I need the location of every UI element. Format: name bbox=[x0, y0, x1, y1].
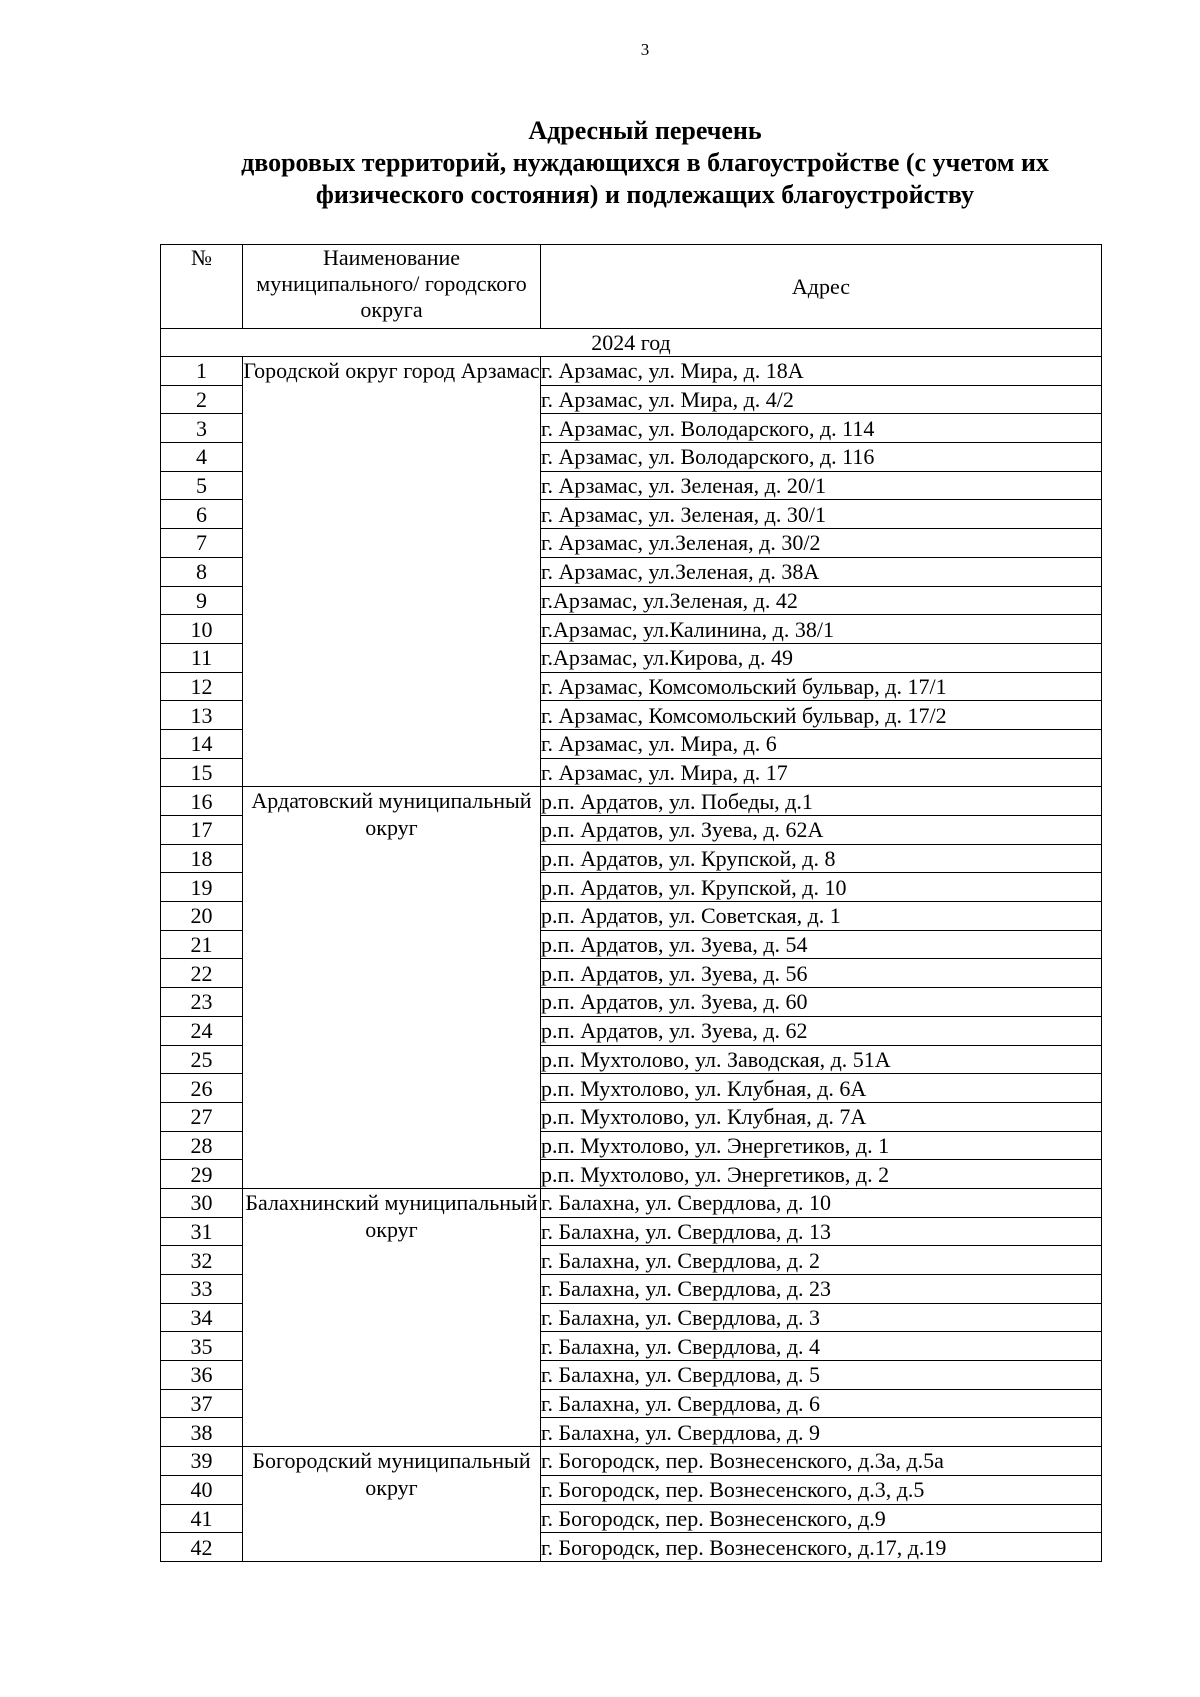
table-row bbox=[161, 787, 1102, 816]
title-line-1: Адресный перечень bbox=[528, 116, 762, 145]
row-number: 17 bbox=[161, 816, 243, 845]
row-address: г. Богородск, пер. Вознесенского, д.3, д.5 bbox=[541, 1475, 1102, 1504]
district-name: Ардатовский муниципальный округ bbox=[243, 787, 541, 1189]
row-number: 19 bbox=[161, 873, 243, 902]
row-number: 20 bbox=[161, 902, 243, 931]
row-address: г. Арзамас, ул. Володарского, д. 116 bbox=[541, 443, 1102, 472]
row-address: р.п. Мухтолово, ул. Энергетиков, д. 2 bbox=[541, 1160, 1102, 1189]
row-number: 33 bbox=[161, 1275, 243, 1304]
row-number: 10 bbox=[161, 615, 243, 644]
row-number: 32 bbox=[161, 1246, 243, 1275]
row-number: 5 bbox=[161, 471, 243, 500]
row-address: г. Арзамас, ул. Мира, д. 4/2 bbox=[541, 385, 1102, 414]
row-number: 15 bbox=[161, 758, 243, 787]
row-address: г. Арзамас, ул. Мира, д. 17 bbox=[541, 758, 1102, 787]
row-address: г. Арзамас, ул.Зеленая, д. 38А bbox=[541, 557, 1102, 586]
district-name: Богородский муниципальный округ bbox=[243, 1447, 541, 1562]
row-address: г. Арзамас, ул. Мира, д. 18А bbox=[541, 357, 1102, 386]
title-line-3: физического состояния) и подлежащих благоустройству bbox=[315, 180, 975, 209]
row-address: г. Богородск, пер. Вознесенского, д.17, д.19 bbox=[541, 1533, 1102, 1562]
row-address: г. Арзамас, ул. Мира, д. 6 bbox=[541, 729, 1102, 758]
row-number: 25 bbox=[161, 1045, 243, 1074]
row-number: 1 bbox=[161, 357, 243, 386]
row-number: 38 bbox=[161, 1418, 243, 1447]
row-address: р.п. Ардатов, ул. Зуева, д. 56 bbox=[541, 959, 1102, 988]
row-number: 13 bbox=[161, 701, 243, 730]
row-address: р.п. Мухтолово, ул. Клубная, д. 7А bbox=[541, 1102, 1102, 1131]
row-address: р.п. Мухтолово, ул. Заводская, д. 51А bbox=[541, 1045, 1102, 1074]
row-address: г. Арзамас, Комсомольский бульвар, д. 17/1 bbox=[541, 672, 1102, 701]
row-address: р.п. Мухтолово, ул. Клубная, д. 6А bbox=[541, 1074, 1102, 1103]
row-number: 41 bbox=[161, 1504, 243, 1533]
row-number: 18 bbox=[161, 844, 243, 873]
table-header-row bbox=[161, 245, 1102, 329]
row-number: 22 bbox=[161, 959, 243, 988]
row-address: г. Богородск, пер. Вознесенского, д.9 bbox=[541, 1504, 1102, 1533]
row-address: г. Балахна, ул. Свердлова, д. 10 bbox=[541, 1188, 1102, 1217]
row-number: 29 bbox=[161, 1160, 243, 1189]
document-title bbox=[160, 115, 1130, 211]
row-address: г.Арзамас, ул.Зеленая, д. 42 bbox=[541, 586, 1102, 615]
header-number: № bbox=[161, 245, 243, 329]
row-address: г. Арзамас, ул. Володарского, д. 114 bbox=[541, 414, 1102, 443]
row-number: 7 bbox=[161, 529, 243, 558]
table-row bbox=[161, 1447, 1102, 1476]
row-number: 35 bbox=[161, 1332, 243, 1361]
row-number: 6 bbox=[161, 500, 243, 529]
row-number: 8 bbox=[161, 557, 243, 586]
row-address: г. Балахна, ул. Свердлова, д. 6 bbox=[541, 1389, 1102, 1418]
row-number: 26 bbox=[161, 1074, 243, 1103]
header-district: Наименование муниципального/ городского округа bbox=[243, 245, 541, 329]
row-number: 27 bbox=[161, 1102, 243, 1131]
row-address: г. Балахна, ул. Свердлова, д. 4 bbox=[541, 1332, 1102, 1361]
row-address: г.Арзамас, ул.Кирова, д. 49 bbox=[541, 643, 1102, 672]
row-number: 39 bbox=[161, 1447, 243, 1476]
row-number: 42 bbox=[161, 1533, 243, 1562]
row-number: 9 bbox=[161, 586, 243, 615]
row-number: 30 bbox=[161, 1188, 243, 1217]
row-address: г.Арзамас, ул.Калинина, д. 38/1 bbox=[541, 615, 1102, 644]
row-address: р.п. Ардатов, ул. Крупской, д. 10 bbox=[541, 873, 1102, 902]
row-address: р.п. Ардатов, ул. Советская, д. 1 bbox=[541, 902, 1102, 931]
row-address: г. Балахна, ул. Свердлова, д. 2 bbox=[541, 1246, 1102, 1275]
row-address: г. Балахна, ул. Свердлова, д. 5 bbox=[541, 1361, 1102, 1390]
row-number: 28 bbox=[161, 1131, 243, 1160]
row-address: р.п. Ардатов, ул. Зуева, д. 62А bbox=[541, 816, 1102, 845]
row-number: 4 bbox=[161, 443, 243, 472]
row-number: 34 bbox=[161, 1303, 243, 1332]
year-row bbox=[161, 329, 1102, 357]
row-number: 36 bbox=[161, 1361, 243, 1390]
row-address: р.п. Ардатов, ул. Зуева, д. 60 bbox=[541, 988, 1102, 1017]
title-line-2: дворовых территорий, нуждающихся в благоустройстве (с учетом их bbox=[241, 148, 1049, 177]
address-table bbox=[160, 244, 1102, 1562]
table-row bbox=[161, 1188, 1102, 1217]
row-address: г. Балахна, ул. Свердлова, д. 3 bbox=[541, 1303, 1102, 1332]
district-name: Городской округ город Арзамас bbox=[243, 357, 541, 787]
table-row bbox=[161, 357, 1102, 386]
row-address: г. Балахна, ул. Свердлова, д. 9 bbox=[541, 1418, 1102, 1447]
row-number: 16 bbox=[161, 787, 243, 816]
row-address: г. Арзамас, Комсомольский бульвар, д. 17/2 bbox=[541, 701, 1102, 730]
row-address: р.п. Ардатов, ул. Зуева, д. 62 bbox=[541, 1016, 1102, 1045]
row-number: 37 bbox=[161, 1389, 243, 1418]
row-address: р.п. Ардатов, ул. Победы, д.1 bbox=[541, 787, 1102, 816]
district-name: Балахнинский муниципальный округ bbox=[243, 1188, 541, 1446]
row-number: 11 bbox=[161, 643, 243, 672]
row-address: г. Балахна, ул. Свердлова, д. 23 bbox=[541, 1275, 1102, 1304]
row-number: 12 bbox=[161, 672, 243, 701]
row-address: г. Арзамас, ул.Зеленая, д. 30/2 bbox=[541, 529, 1102, 558]
row-address: г. Богородск, пер. Вознесенского, д.3а, д.5а bbox=[541, 1447, 1102, 1476]
row-number: 23 bbox=[161, 988, 243, 1017]
row-number: 21 bbox=[161, 930, 243, 959]
page-number: 3 bbox=[640, 40, 650, 59]
row-number: 31 bbox=[161, 1217, 243, 1246]
row-number: 2 bbox=[161, 385, 243, 414]
row-number: 14 bbox=[161, 729, 243, 758]
year-label: 2024 год bbox=[161, 329, 1102, 357]
row-address: г. Арзамас, ул. Зеленая, д. 30/1 bbox=[541, 500, 1102, 529]
row-number: 40 bbox=[161, 1475, 243, 1504]
row-address: р.п. Ардатов, ул. Зуева, д. 54 bbox=[541, 930, 1102, 959]
row-address: г. Арзамас, ул. Зеленая, д. 20/1 bbox=[541, 471, 1102, 500]
header-address: Адрес bbox=[541, 245, 1102, 329]
row-address: р.п. Ардатов, ул. Крупской, д. 8 bbox=[541, 844, 1102, 873]
row-number: 24 bbox=[161, 1016, 243, 1045]
row-address: р.п. Мухтолово, ул. Энергетиков, д. 1 bbox=[541, 1131, 1102, 1160]
row-address: г. Балахна, ул. Свердлова, д. 13 bbox=[541, 1217, 1102, 1246]
row-number: 3 bbox=[161, 414, 243, 443]
